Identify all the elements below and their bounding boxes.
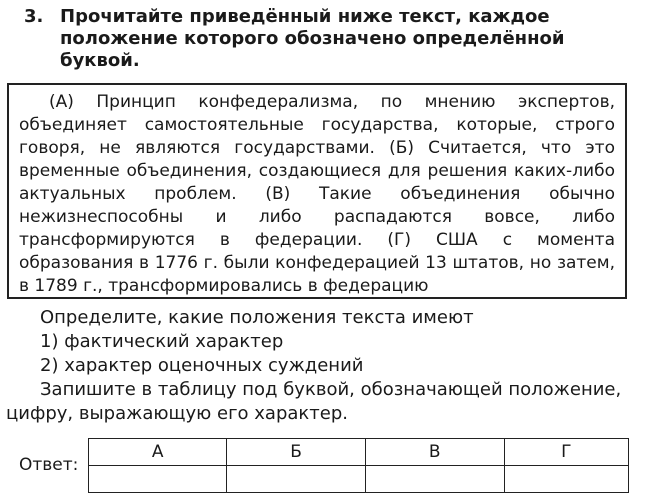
answer-label: Ответ: <box>19 455 79 475</box>
answer-input-row <box>89 466 629 493</box>
option-factual: 1) фактический характер <box>40 331 284 352</box>
text-passage-box <box>7 83 627 299</box>
answer-column-header: Г <box>504 439 628 466</box>
answer-header-row <box>89 439 629 466</box>
answer-cell[interactable] <box>89 466 227 493</box>
instruction-line: Определите, какие положения текста имеют <box>40 307 474 328</box>
instructions <box>6 306 656 426</box>
instruction-line: Запишите в таблицу под буквой, обозначающей положение, <box>40 379 622 400</box>
task-number: 3. <box>24 6 44 27</box>
option-evaluative: 2) характер оценочных суждений <box>40 355 364 376</box>
answer-cell[interactable] <box>227 466 366 493</box>
answer-column-header: А <box>89 439 227 466</box>
answer-cell[interactable] <box>365 466 504 493</box>
text-passage: (А) Принцип конфедерализма, по мнению экспертов, объединяет самостоятельные государства, которые, строго говоря, не являются государствами. (Б) Считается, что это временные объединения, создающиеся для решения каких-либо актуальных проблем. (В) Такие объединения обычно нежизнеспособны и либо распадаются вовсе, либо трансформируются в федерации. (Г) США с момента образования в 1776 г. были конфедерацией 13 штатов, но затем, в 1789 г., трансформировались в федерацию <box>19 92 615 296</box>
task-title: Прочитайте приведённый ниже текст, каждое положение которого обозначено определённой буквой. <box>60 6 565 71</box>
answer-cell[interactable] <box>504 466 628 493</box>
instruction-line: цифру, выражающую его характер. <box>6 403 348 424</box>
answer-table <box>88 438 629 493</box>
answer-column-header: В <box>365 439 504 466</box>
answer-column-header: Б <box>227 439 366 466</box>
